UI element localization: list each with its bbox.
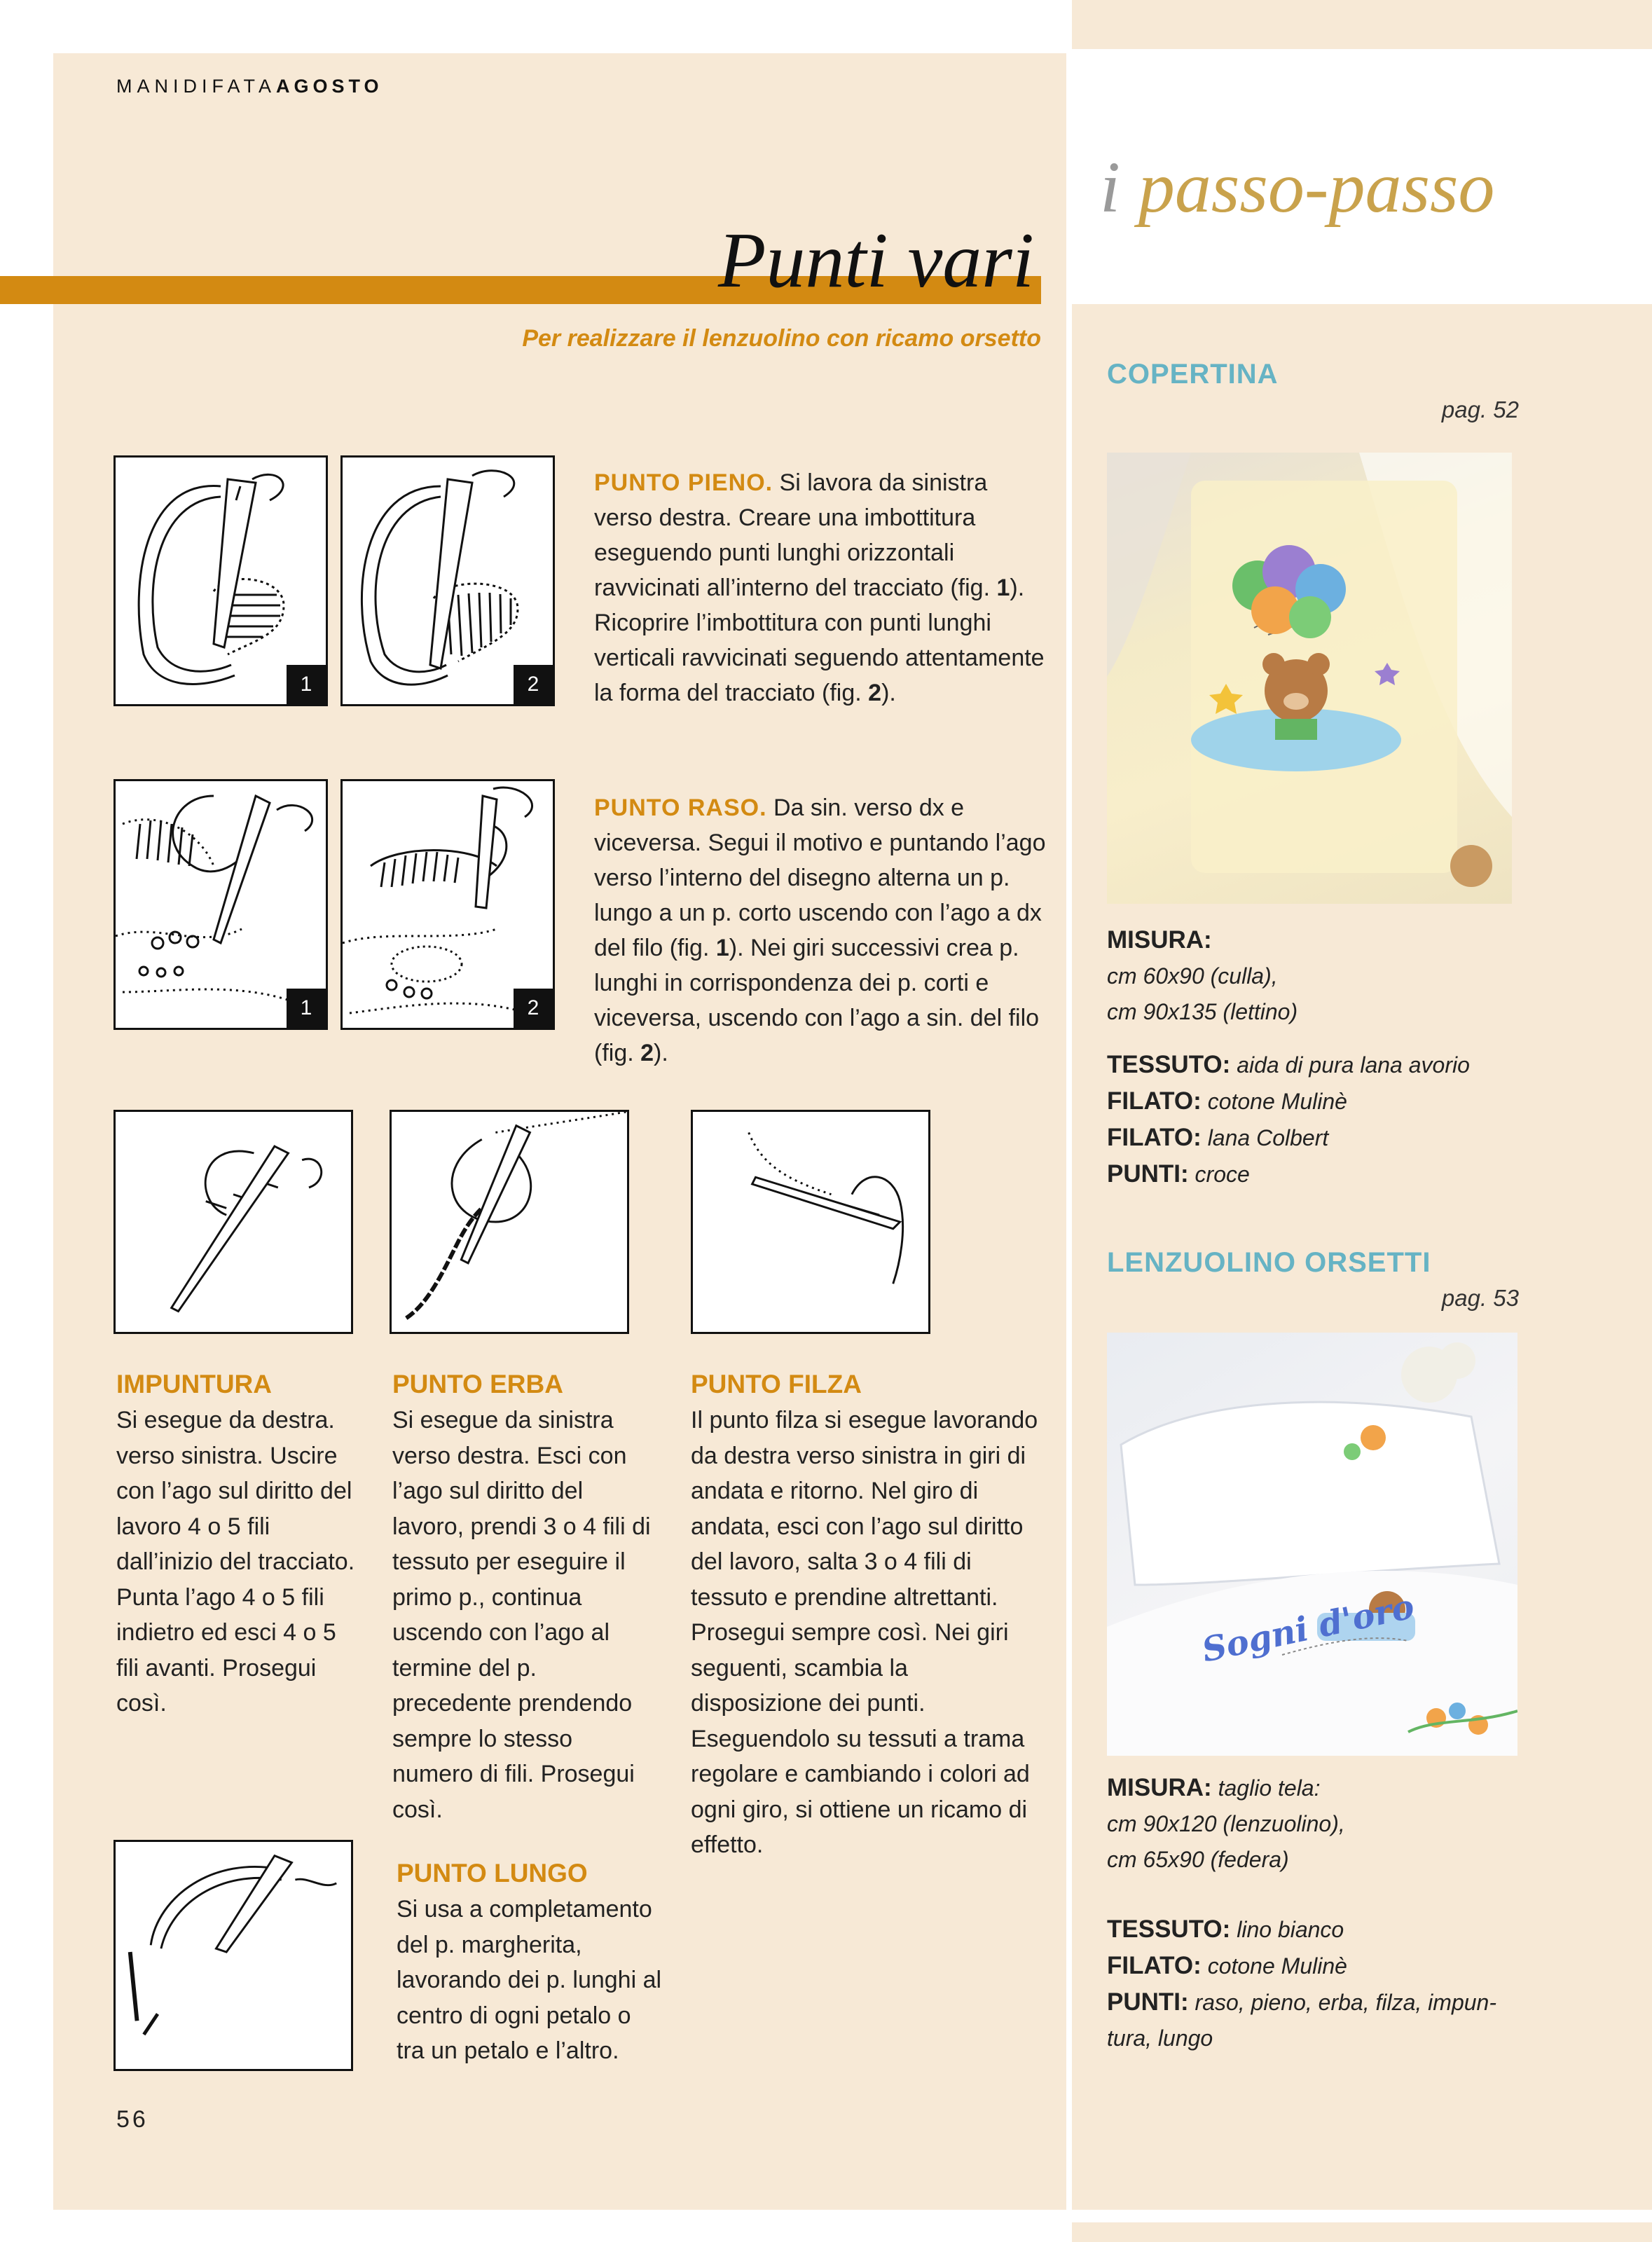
page-title: Punti vari (717, 217, 1034, 304)
figure-punto-pieno-2 (340, 455, 555, 706)
figure-punto-raso-1 (113, 779, 328, 1030)
lenzuolino-page-ref: pag. 53 (1441, 1285, 1519, 1311)
lenzuolino-details: MISURA: taglio tela: cm 90x120 (lenzuolino), cm 65x90 (federa) TESSUTO: lino bianco FILATO: cotone Mulinè PUNTI: raso, pieno, erba, filza, impun- tura, lungo (1107, 1774, 1496, 2051)
figure-impuntura (113, 1110, 353, 1334)
lenzuolino-heading: LENZUOLINO ORSETTI (1107, 1247, 1431, 1278)
figure-number: 1 (287, 665, 326, 704)
punto-filza-heading: PUNTO FILZA (691, 1370, 862, 1398)
figure-number: 1 (287, 989, 326, 1028)
punto-pieno-text: PUNTO PIENO. Si lavora da sinistra verso destra. Creare una imbottitura eseguendo punti lunghi orizzontali ravvicinati all’interno del tracciato (fig. 1). Ricoprire l’imbottitura con punti lunghi verticali ravvicinati seguendo attentamente la forma del tracciato (fig. 2). (594, 469, 1045, 706)
impuntura-text: Si esegue da destra. verso sinistra. Uscire con l’ago sul diritto del lavoro 4 o 5 fili dall’inizio del tracciato. Punta l’ago 4 o 5 fili indietro ed esci 4 o 5 fili avanti. Prosegui così. (116, 1407, 355, 1717)
sidebar-top-band (1072, 0, 1652, 49)
figure-number: 2 (514, 989, 553, 1028)
section-title: i passo-passo (1100, 147, 1495, 228)
punto-raso-text: PUNTO RASO. Da sin. verso dx e viceversa. Segui il motivo e puntando l’ago verso l’interno del disegno alterna un p. lungo a un p. corto uscendo con l’ago a dx del filo (fig. 1). Nei giri successivi crea p. lunghi in corrispondenza dei p. corti e viceversa, uscendo con l’ago a sin. del filo (fig. 2). (594, 795, 1046, 1066)
figure-punto-raso-2 (340, 779, 555, 1030)
punto-filza-text: Il punto filza si esegue lavorando da destra verso sinistra in giri di andata e ritorno. Nel giro di andata, esci con l’ago sul diritto del lavoro, salta 3 o 4 fili di tessuto e prendine altrettanti. Prosegui sempre così. Nei giri seguenti, scambia la disposizione dei punti. Eseguendolo su tessuti a trama regolare e cambiando i colori ad ogni giro, si ottiene un ricamo di effetto. (691, 1407, 1038, 1858)
photo-embroidery-text: Sogni d'oro (1198, 1586, 1418, 1670)
figure-number: 2 (514, 665, 553, 704)
punto-lungo-heading: PUNTO LUNGO (397, 1859, 588, 1887)
punto-lungo-block (397, 1855, 663, 2069)
punto-erba-block (392, 1366, 652, 1827)
figure-punto-pieno-1 (113, 455, 328, 706)
copertina-photo (1107, 453, 1512, 904)
figure-punto-erba (390, 1110, 629, 1334)
copertina-page-ref: pag. 52 (1441, 397, 1519, 422)
punto-filza-block (691, 1366, 1041, 1863)
figure-punto-lungo (113, 1840, 353, 2071)
punto-erba-heading: PUNTO ERBA (392, 1370, 563, 1398)
copertina-details: MISURA: cm 60x90 (culla), cm 90x135 (lettino) TESSUTO: aida di pura lana avorio FILATO: cotone Mulinè FILATO: lana Colbert PUNTI: croce (1107, 926, 1470, 1188)
impuntura-heading: IMPUNTURA (116, 1370, 272, 1398)
lenzuolino-photo (1107, 1333, 1517, 1756)
page-number: 56 (116, 2106, 149, 2133)
page-subtitle: Per realizzare il lenzuolino con ricamo orsetto (522, 325, 1041, 352)
sidebar-bottom-band (1072, 2222, 1652, 2242)
impuntura-block (116, 1366, 362, 1721)
running-header: MANIDIFATAAGOSTO (116, 76, 383, 97)
punto-erba-text: Si esegue da sinistra verso destra. Esci con l’ago sul diritto del lavoro, prendi 3 o 4 fili di tessuto per eseguire il primo p., continua uscendo con l’ago al termine del p. precedente prendendo sempre lo stesso numero di fili. Prosegui così. (392, 1407, 651, 1823)
copertina-heading: COPERTINA (1107, 359, 1279, 390)
punto-lungo-text: Si usa a completamento del p. margherita, lavorando dei p. lunghi al centro di ogni petalo o tra un petalo e l’altro. (397, 1896, 662, 2064)
figure-punto-filza (691, 1110, 930, 1334)
